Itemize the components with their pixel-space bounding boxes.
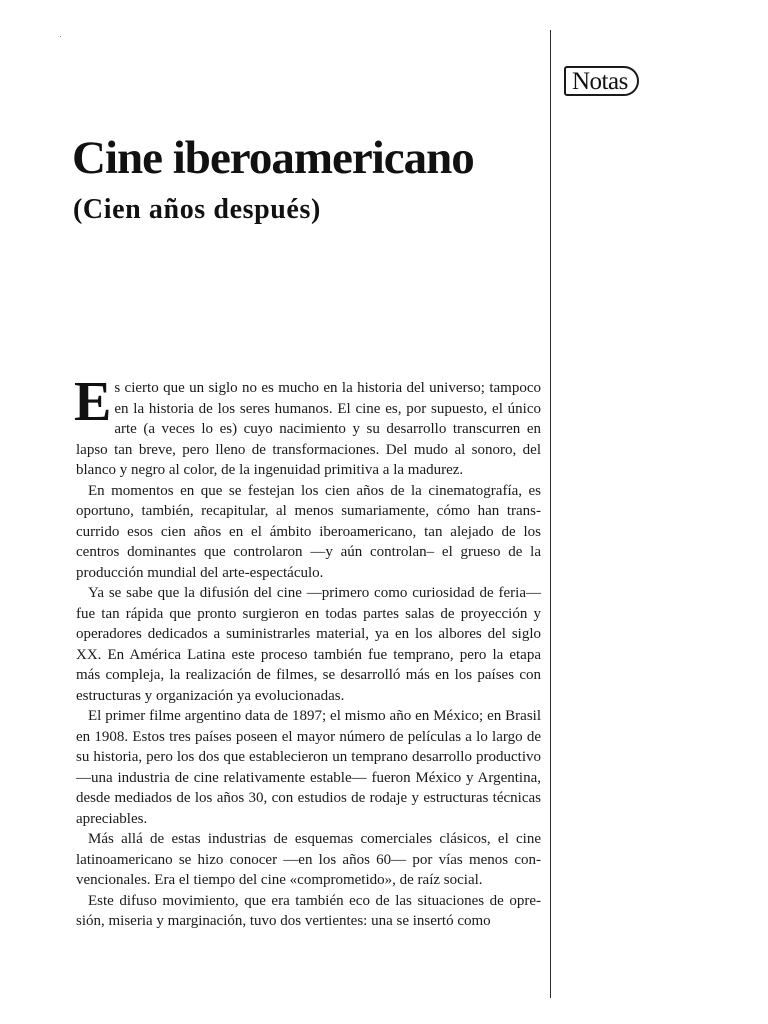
- article-subtitle: (Cien años después): [73, 194, 321, 225]
- article-title: Cine iberoamericano: [72, 132, 474, 184]
- article-body: [74, 371, 541, 932]
- column-rule: [550, 30, 551, 998]
- paragraph-3: Ya se sabe que la difusión del cine —primero como curiosidad de feria— fue tan rápida que pronto surgieron en todas partes salas de proyección y operadores dedicados a suministrarles material, ya en los albores del siglo XX. En América Latina este proceso también fue temprano, pero la etapa más compleja, la realización de filmes, se desarrolló más en los países con estructuras y organización ya evolucionadas.: [76, 585, 541, 704]
- paragraph-4: El primer filme argentino data de 1897; el mismo año en México; en Brasil en 1908. Estos tres países poseen el mayor número de películas a lo largo de su historia, pero los dos que establecieron un temprano desarrollo productivo —una industria de cine relativamente estable— fueron México y Argentina, desde mediados de los años 30, con estudios de rodaje y estructuras técnicas apreciables.: [76, 708, 541, 827]
- scan-speck: [60, 36, 61, 37]
- paragraph-1: [74, 371, 541, 481]
- paragraph-5: Más allá de estas industrias de esquemas comerciales clásicos, el cine latinoamericano se hizo conocer —en los años 60— por vías menos convencionales. Era el tiempo del cine «comprometido», de raíz social.: [76, 831, 541, 888]
- paragraph-2: En momentos en que se festejan los cien años de la cinematografía, es oportuno, también, recapitular, al menos sumariamente, cómo han transcurrido esos cien años en el ámbito iberoamericano, tan alejado de los centros dominantes que controlaron —y aún controlan– el grueso de la producción mundial del arte-espectáculo.: [76, 482, 541, 581]
- drop-cap: E: [74, 371, 112, 433]
- section-tag-notas: Notas: [564, 66, 639, 96]
- paragraph-1-text: s cierto que un siglo no es mucho en la historia del universo; tampoco en la historia de los seres humanos. El cine es, por supuesto, el único arte (a veces lo es) cuyo nacimiento y su desarrollo transcurren en lapso tan breve, pero lleno de transformaciones. Del mudo al sonoro, del blanco y negro al color, de la ingenuidad primitiva a la madurez.: [76, 380, 541, 478]
- paragraph-6: Este difuso movimiento, que era también eco de las situaciones de opresión, miseria y marginación, tuvo dos vertientes: una se insertó como: [76, 892, 541, 929]
